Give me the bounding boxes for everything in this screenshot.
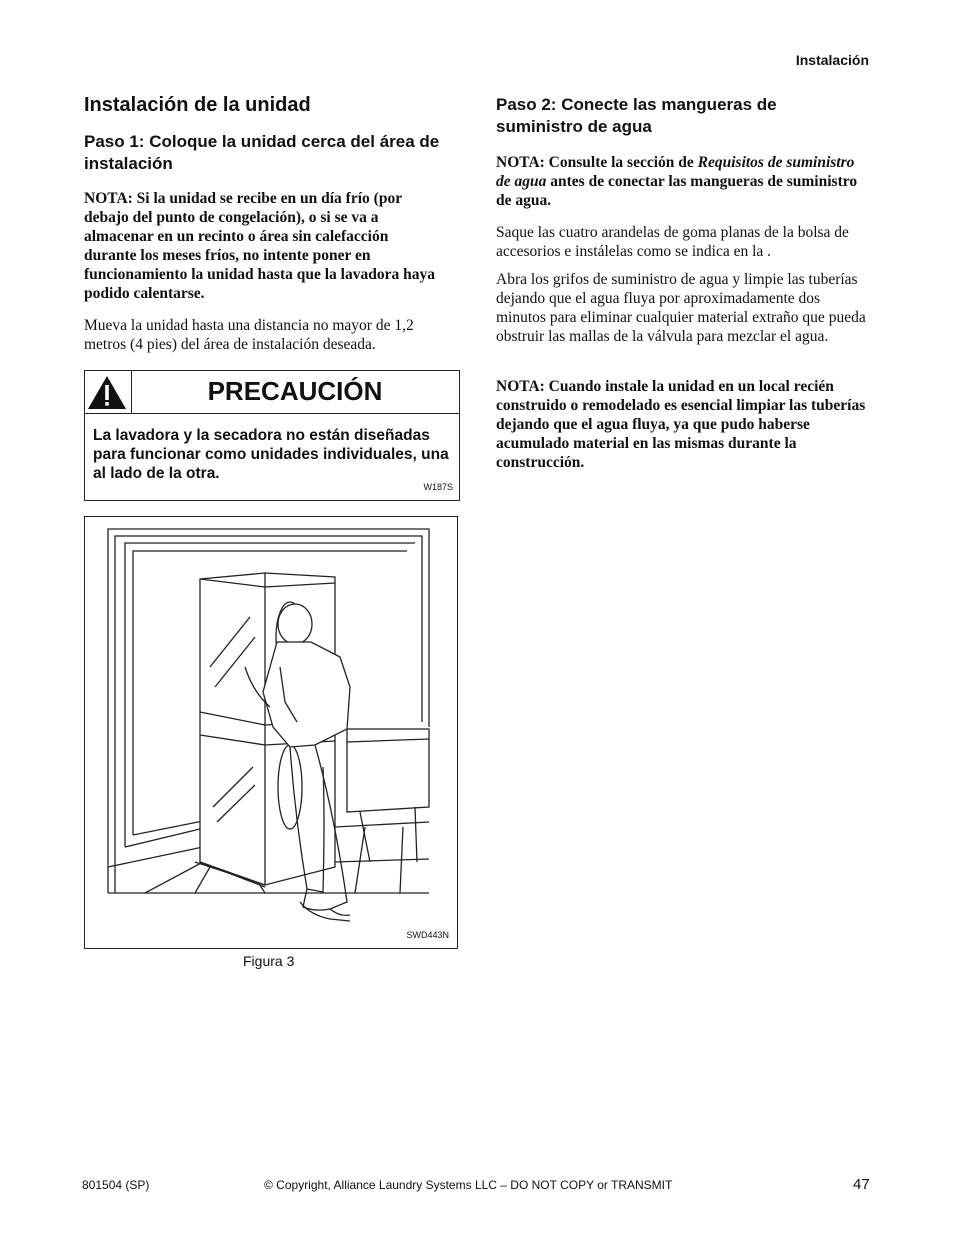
step2-heading: Paso 2: Conecte las mangueras de suministro de agua <box>496 95 777 136</box>
caution-code: W187S <box>423 482 453 492</box>
figure-code: SWD443N <box>406 930 449 940</box>
note2-prefix: NOTA: Consulte la sección de <box>496 154 698 171</box>
body-flush-pipes: Abra los grifos de suministro de agua y limpie las tuberías dejando que el agua fluya por aproximadamente dos minutos para eliminar cualquier material extraño que pueda obstruir las mallas de la válvula para mezclar el agua. <box>496 271 866 345</box>
note-cold-weather: NOTA: Si la unidad se recibe en un día frío (por debajo del punto de congelación), o si se va a almacenar en un recinto o área sin calefacción durante los meses fríos, no intente poner en funcionamiento la unidad hasta que la lavadora haya podido calentarse. <box>84 190 435 302</box>
figure-3-frame <box>84 516 458 949</box>
note2-link-text: Requisitos de suministro de agua <box>496 154 855 190</box>
section-title: Instalación de la unidad <box>84 94 311 116</box>
figure-caption: Figura 3 <box>243 953 295 969</box>
figure-illustration <box>85 517 457 948</box>
caution-box <box>84 370 460 501</box>
caution-text: La lavadora y la secadora no están diseñadas para funcionar como unidades individuales, una al lado de la otra. <box>93 427 449 482</box>
note-water-requirements <box>496 153 872 210</box>
note-new-construction: NOTA: Cuando instale la unidad en un local recién construido o remodelado es esencial limpiar las tuberías dejando que el agua fluya, ya que pudo haberse acumulado material en las mismas durante la construcción. <box>496 378 866 471</box>
step1-heading: Paso 1: Coloque la unidad cerca del área de instalación <box>84 132 440 173</box>
running-header: Instalación <box>795 52 869 68</box>
caution-title: PRECAUCIÓN <box>207 376 383 406</box>
page-number: 47 <box>853 1176 870 1193</box>
footer-doc-number: 801504 (SP) <box>82 1178 150 1192</box>
note2-suffix: antes de conectar las mangueras de suministro de agua. <box>496 173 858 209</box>
warning-triangle-icon <box>85 371 132 413</box>
footer-copyright: © Copyright, Alliance Laundry Systems LLC – DO NOT COPY or TRANSMIT <box>264 1178 673 1192</box>
body-washers: Saque las cuatro arandelas de goma planas de la bolsa de accesorios e instálelas como se indica en la . <box>496 224 849 260</box>
caution-header <box>85 371 459 414</box>
body-move-unit: Mueva la unidad hasta una distancia no mayor de 1,2 metros (4 pies) del área de instalación deseada. <box>84 317 414 353</box>
